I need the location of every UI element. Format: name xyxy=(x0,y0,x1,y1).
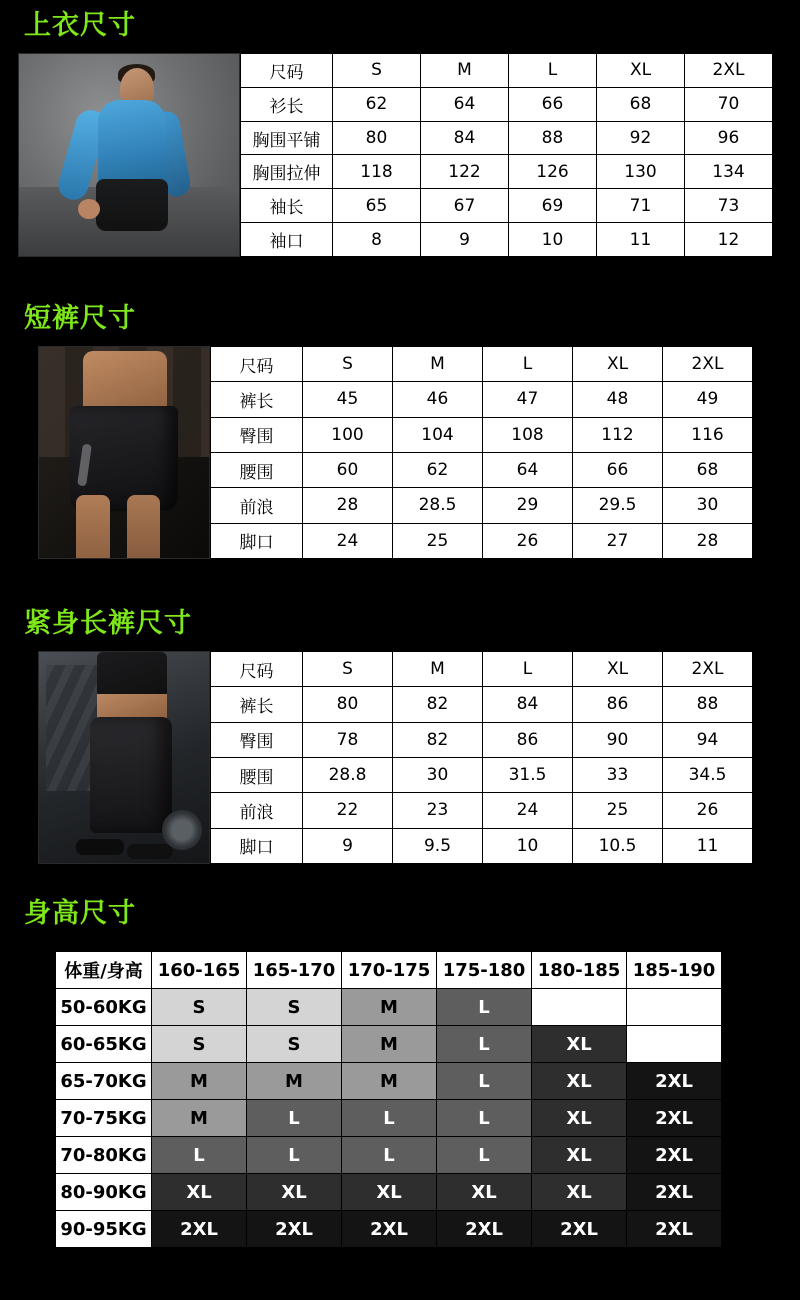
section-height xyxy=(0,900,800,1248)
mens-black-shorts-photo xyxy=(38,346,210,559)
matrix-row-header: 80-90KG xyxy=(56,1174,152,1211)
table-row xyxy=(211,488,753,523)
matrix-cell: 2XL xyxy=(247,1211,342,1248)
cell: 118 xyxy=(333,155,421,189)
col-header: L xyxy=(483,652,573,687)
table-row xyxy=(241,121,773,155)
table-row xyxy=(211,687,753,722)
cell: 86 xyxy=(573,687,663,722)
matrix-col-header: 180-185 xyxy=(532,952,627,989)
cell: 30 xyxy=(393,757,483,792)
matrix-cell: M xyxy=(342,1063,437,1100)
matrix-col-header: 170-175 xyxy=(342,952,437,989)
cell: 69 xyxy=(509,189,597,223)
cell: 80 xyxy=(303,687,393,722)
section-title-tights: 紧身长裤尺寸 xyxy=(24,608,192,639)
cell: 45 xyxy=(303,382,393,417)
cell: 48 xyxy=(573,382,663,417)
matrix-row-header: 70-75KG xyxy=(56,1100,152,1137)
matrix-row-header: 70-80KG xyxy=(56,1137,152,1174)
row-label: 前浪 xyxy=(211,488,303,523)
row-label: 臀围 xyxy=(211,417,303,452)
matrix-cell: 2XL xyxy=(152,1211,247,1248)
row-label: 胸围拉伸 xyxy=(241,155,333,189)
matrix-row-header: 65-70KG xyxy=(56,1063,152,1100)
cell: 100 xyxy=(303,417,393,452)
table-row xyxy=(241,54,773,88)
cell: 66 xyxy=(509,87,597,121)
cell: 28.8 xyxy=(303,757,393,792)
cell: 84 xyxy=(483,687,573,722)
cell: 31.5 xyxy=(483,757,573,792)
section-shorts xyxy=(0,305,800,559)
matrix-cell: L xyxy=(342,1137,437,1174)
cell: 64 xyxy=(421,87,509,121)
cell: 24 xyxy=(303,523,393,558)
cell: 68 xyxy=(597,87,685,121)
cell: 33 xyxy=(573,757,663,792)
section-top xyxy=(0,12,800,257)
matrix-col-header: 175-180 xyxy=(437,952,532,989)
col-header: 尺码 xyxy=(241,54,333,88)
cell: 116 xyxy=(663,417,753,452)
cell: 12 xyxy=(685,223,773,257)
cell: 82 xyxy=(393,687,483,722)
matrix-cell: 2XL xyxy=(532,1211,627,1248)
row-label: 胸围平铺 xyxy=(241,121,333,155)
matrix-cell: M xyxy=(152,1100,247,1137)
matrix-cell: XL xyxy=(532,1100,627,1137)
table-row xyxy=(56,1026,722,1063)
matrix-cell: XL xyxy=(437,1174,532,1211)
col-header: S xyxy=(333,54,421,88)
cell: 25 xyxy=(393,523,483,558)
matrix-cell: L xyxy=(152,1137,247,1174)
matrix-cell: XL xyxy=(532,1063,627,1100)
matrix-cell: S xyxy=(152,989,247,1026)
matrix-cell: 2XL xyxy=(627,1063,722,1100)
cell: 82 xyxy=(393,722,483,757)
cell: 10 xyxy=(509,223,597,257)
tights-size-table xyxy=(210,651,753,864)
col-header: 2XL xyxy=(685,54,773,88)
cell: 94 xyxy=(663,722,753,757)
matrix-cell: 2XL xyxy=(627,1174,722,1211)
cell: 86 xyxy=(483,722,573,757)
cell: 64 xyxy=(483,452,573,487)
matrix-cell: S xyxy=(152,1026,247,1063)
cell: 24 xyxy=(483,793,573,828)
table-row xyxy=(211,757,753,792)
table-row xyxy=(241,223,773,257)
table-row xyxy=(211,652,753,687)
matrix-cell: L xyxy=(437,1100,532,1137)
matrix-cell: M xyxy=(342,1026,437,1063)
table-row xyxy=(241,87,773,121)
table-row xyxy=(211,722,753,757)
cell: 104 xyxy=(393,417,483,452)
row-label: 衫长 xyxy=(241,87,333,121)
matrix-cell: 2XL xyxy=(627,1211,722,1248)
row-label: 脚口 xyxy=(211,523,303,558)
matrix-cell: M xyxy=(152,1063,247,1100)
matrix-col-header: 185-190 xyxy=(627,952,722,989)
row-label: 脚口 xyxy=(211,828,303,863)
cell: 8 xyxy=(333,223,421,257)
col-header: L xyxy=(509,54,597,88)
cell: 29 xyxy=(483,488,573,523)
col-header: M xyxy=(421,54,509,88)
cell: 66 xyxy=(573,452,663,487)
matrix-cell: L xyxy=(437,989,532,1026)
col-header: M xyxy=(393,652,483,687)
table-row xyxy=(56,1137,722,1174)
row-label: 裤长 xyxy=(211,382,303,417)
cell: 122 xyxy=(421,155,509,189)
matrix-cell: L xyxy=(437,1063,532,1100)
col-header: XL xyxy=(573,652,663,687)
table-row xyxy=(211,382,753,417)
matrix-cell: L xyxy=(437,1026,532,1063)
matrix-cell: 2XL xyxy=(627,1100,722,1137)
row-label: 腰围 xyxy=(211,452,303,487)
section-title-top: 上衣尺寸 xyxy=(24,10,136,41)
cell: 62 xyxy=(393,452,483,487)
shorts-size-table xyxy=(210,346,753,559)
cell: 47 xyxy=(483,382,573,417)
table-row xyxy=(211,828,753,863)
cell: 22 xyxy=(303,793,393,828)
cell: 10 xyxy=(483,828,573,863)
table-row xyxy=(56,1174,722,1211)
cell: 27 xyxy=(573,523,663,558)
cell: 25 xyxy=(573,793,663,828)
table-row xyxy=(56,1211,722,1248)
col-header: XL xyxy=(573,347,663,382)
matrix-row-header: 50-60KG xyxy=(56,989,152,1026)
table-row xyxy=(211,452,753,487)
table-row xyxy=(211,347,753,382)
matrix-cell xyxy=(627,989,722,1026)
cell: 71 xyxy=(597,189,685,223)
cell: 92 xyxy=(597,121,685,155)
cell: 60 xyxy=(303,452,393,487)
matrix-corner-label: 体重/身高 xyxy=(56,952,152,989)
cell: 11 xyxy=(597,223,685,257)
matrix-cell: S xyxy=(247,1026,342,1063)
matrix-cell: M xyxy=(342,989,437,1026)
matrix-cell: XL xyxy=(532,1174,627,1211)
matrix-row-header: 90-95KG xyxy=(56,1211,152,1248)
matrix-cell: L xyxy=(437,1137,532,1174)
cell: 130 xyxy=(597,155,685,189)
matrix-cell: 2XL xyxy=(437,1211,532,1248)
row-label: 臀围 xyxy=(211,722,303,757)
matrix-col-header: 165-170 xyxy=(247,952,342,989)
cell: 84 xyxy=(421,121,509,155)
table-row xyxy=(56,989,722,1026)
matrix-cell: XL xyxy=(532,1026,627,1063)
matrix-cell: XL xyxy=(342,1174,437,1211)
table-row xyxy=(56,1100,722,1137)
cell: 49 xyxy=(663,382,753,417)
cell: 73 xyxy=(685,189,773,223)
cell: 62 xyxy=(333,87,421,121)
cell: 68 xyxy=(663,452,753,487)
cell: 9.5 xyxy=(393,828,483,863)
cell: 23 xyxy=(393,793,483,828)
cell: 28 xyxy=(303,488,393,523)
matrix-col-header: 160-165 xyxy=(152,952,247,989)
matrix-cell: 2XL xyxy=(342,1211,437,1248)
matrix-cell: L xyxy=(342,1100,437,1137)
section-title-height: 身高尺寸 xyxy=(24,898,136,929)
cell: 65 xyxy=(333,189,421,223)
cell: 28 xyxy=(663,523,753,558)
table-row xyxy=(211,523,753,558)
row-label: 裤长 xyxy=(211,687,303,722)
cell: 11 xyxy=(663,828,753,863)
table-row xyxy=(56,952,722,989)
cell: 80 xyxy=(333,121,421,155)
table-row xyxy=(56,1063,722,1100)
matrix-cell: S xyxy=(247,989,342,1026)
col-header: S xyxy=(303,652,393,687)
table-row xyxy=(211,793,753,828)
row-label: 袖长 xyxy=(241,189,333,223)
row-label: 前浪 xyxy=(211,793,303,828)
top-size-table xyxy=(240,53,773,257)
col-header: L xyxy=(483,347,573,382)
matrix-cell: XL xyxy=(152,1174,247,1211)
matrix-cell: XL xyxy=(247,1174,342,1211)
col-header: 尺码 xyxy=(211,652,303,687)
height-weight-matrix xyxy=(55,951,722,1248)
row-label: 腰围 xyxy=(211,757,303,792)
cell: 28.5 xyxy=(393,488,483,523)
section-title-shorts: 短裤尺寸 xyxy=(24,303,136,334)
cell: 10.5 xyxy=(573,828,663,863)
table-row xyxy=(241,189,773,223)
table-row xyxy=(241,155,773,189)
table-row xyxy=(211,417,753,452)
cell: 9 xyxy=(303,828,393,863)
cell: 96 xyxy=(685,121,773,155)
col-header: M xyxy=(393,347,483,382)
matrix-cell: XL xyxy=(532,1137,627,1174)
cell: 29.5 xyxy=(573,488,663,523)
cell: 88 xyxy=(509,121,597,155)
cell: 46 xyxy=(393,382,483,417)
matrix-cell: 2XL xyxy=(627,1137,722,1174)
cell: 26 xyxy=(483,523,573,558)
cell: 134 xyxy=(685,155,773,189)
col-header: 尺码 xyxy=(211,347,303,382)
cell: 67 xyxy=(421,189,509,223)
col-header: XL xyxy=(597,54,685,88)
matrix-row-header: 60-65KG xyxy=(56,1026,152,1063)
col-header: 2XL xyxy=(663,652,753,687)
col-header: S xyxy=(303,347,393,382)
col-header: 2XL xyxy=(663,347,753,382)
mens-blue-longsleeve-top-photo xyxy=(18,53,240,257)
cell: 78 xyxy=(303,722,393,757)
cell: 30 xyxy=(663,488,753,523)
mens-black-tights-photo xyxy=(38,651,210,864)
section-tights xyxy=(0,610,800,864)
cell: 126 xyxy=(509,155,597,189)
cell: 90 xyxy=(573,722,663,757)
cell: 26 xyxy=(663,793,753,828)
cell: 34.5 xyxy=(663,757,753,792)
row-label: 袖口 xyxy=(241,223,333,257)
matrix-cell: L xyxy=(247,1137,342,1174)
matrix-cell: M xyxy=(247,1063,342,1100)
cell: 9 xyxy=(421,223,509,257)
matrix-cell xyxy=(532,989,627,1026)
matrix-cell xyxy=(627,1026,722,1063)
matrix-cell: L xyxy=(247,1100,342,1137)
cell: 112 xyxy=(573,417,663,452)
cell: 70 xyxy=(685,87,773,121)
cell: 108 xyxy=(483,417,573,452)
cell: 88 xyxy=(663,687,753,722)
